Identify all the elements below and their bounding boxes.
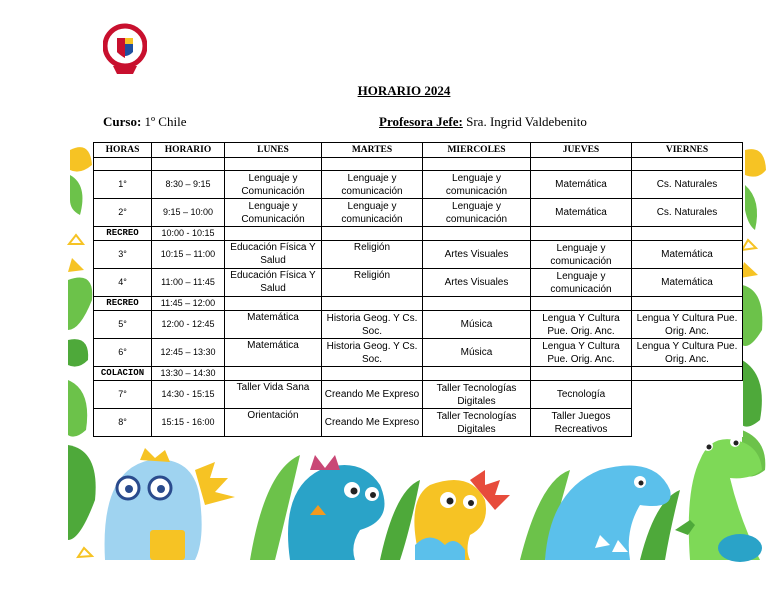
column-header: JUEVES xyxy=(531,143,632,158)
empty-cell xyxy=(632,381,743,409)
subject-cell: Matemática xyxy=(531,171,632,199)
time-cell: 10:00 - 10:15 xyxy=(152,227,225,241)
time-cell: 12:45 – 13:30 xyxy=(152,339,225,367)
subject-cell: Matemática xyxy=(531,199,632,227)
green-dinosaur-illustration xyxy=(675,437,762,562)
teal-dinosaur-illustration xyxy=(288,455,385,560)
subject-cell: Lenguaje y comunicación xyxy=(423,171,531,199)
hour-cell: 5° xyxy=(94,311,152,339)
column-header: MARTES xyxy=(322,143,423,158)
time-cell: 11:00 – 11:45 xyxy=(152,269,225,297)
time-cell: 9:15 – 10:00 xyxy=(152,199,225,227)
subject-cell: Educación Física Y Salud xyxy=(225,269,322,297)
subject-cell: Lenguaje y comunicación xyxy=(531,241,632,269)
hour-cell: 7° xyxy=(94,381,152,409)
hour-cell: 6° xyxy=(94,339,152,367)
subject-cell: Lengua Y Cultura Pue. Orig. Anc. xyxy=(632,339,743,367)
subject-cell: Música xyxy=(423,339,531,367)
table-row xyxy=(94,339,743,367)
table-row xyxy=(94,171,743,199)
time-cell: 13:30 – 14:30 xyxy=(152,367,225,381)
subject-cell: Educación Física Y Salud xyxy=(225,241,322,269)
table-row xyxy=(94,269,743,297)
subject-cell: Lenguaje y Comunicación xyxy=(225,171,322,199)
course-label: Curso: xyxy=(103,114,142,129)
column-header: HORAS xyxy=(94,143,152,158)
time-cell: 8:30 – 9:15 xyxy=(152,171,225,199)
subject-cell: Orientación xyxy=(225,409,322,437)
hour-cell: 1° xyxy=(94,171,152,199)
hour-cell: 2° xyxy=(94,199,152,227)
subject-cell: Matemática xyxy=(225,311,322,339)
table-row xyxy=(94,241,743,269)
page-title: HORARIO 2024 xyxy=(357,83,451,98)
subject-cell: Religión xyxy=(322,269,423,297)
subject-cell: Cs. Naturales xyxy=(632,171,743,199)
subject-cell: Matemática xyxy=(225,339,322,367)
subject-cell: Cs. Naturales xyxy=(632,199,743,227)
subject-cell: Lengua Y Cultura Pue. Orig. Anc. xyxy=(531,311,632,339)
column-header: MIERCOLES xyxy=(423,143,531,158)
hour-cell: 4° xyxy=(94,269,152,297)
subject-cell: Lengua Y Cultura Pue. Orig. Anc. xyxy=(531,339,632,367)
time-cell: 10:15 – 11:00 xyxy=(152,241,225,269)
subject-cell: Matemática xyxy=(632,241,743,269)
subject-cell: Taller Tecnologías Digitales xyxy=(423,381,531,409)
subject-cell: Lengua Y Cultura Pue. Orig. Anc. xyxy=(632,311,743,339)
time-cell: 14:30 - 15:15 xyxy=(152,381,225,409)
time-cell: 11:45 – 12:00 xyxy=(152,297,225,311)
table-row xyxy=(94,381,743,409)
teacher-info xyxy=(379,114,587,130)
subject-cell: Historia Geog. Y Cs. Soc. xyxy=(322,311,423,339)
time-cell: 12:00 - 12:45 xyxy=(152,311,225,339)
break-row xyxy=(94,227,743,241)
subject-cell: Historia Geog. Y Cs. Soc. xyxy=(322,339,423,367)
table-row xyxy=(94,311,743,339)
subject-cell: Creando Me Expreso xyxy=(322,381,423,409)
subject-cell: Religión xyxy=(322,241,423,269)
header-row xyxy=(94,143,743,158)
subject-cell: Tecnología xyxy=(531,381,632,409)
subject-cell: Matemática xyxy=(632,269,743,297)
column-header: LUNES xyxy=(225,143,322,158)
course-value: 1º Chile xyxy=(144,114,187,129)
break-label: RECREO xyxy=(94,297,152,311)
table-row xyxy=(94,199,743,227)
subject-cell: Creando Me Expreso xyxy=(322,409,423,437)
subject-cell: Lenguaje y comunicación xyxy=(322,171,423,199)
subject-cell: Música xyxy=(423,311,531,339)
subject-cell: Taller Vida Sana xyxy=(225,381,322,409)
subject-cell: Artes Visuales xyxy=(423,241,531,269)
subject-cell: Taller Juegos Recreativos xyxy=(531,409,632,437)
break-label: RECREO xyxy=(94,227,152,241)
empty-cell xyxy=(632,409,743,437)
yellow-dinosaur-illustration xyxy=(414,470,510,560)
subject-cell: Lenguaje y Comunicación xyxy=(225,199,322,227)
school-seal-logo xyxy=(103,22,147,80)
hour-cell: 8° xyxy=(94,409,152,437)
table-row xyxy=(94,409,743,437)
break-row xyxy=(94,367,743,381)
schedule-table xyxy=(93,142,743,437)
teacher-label: Profesora Jefe: xyxy=(379,114,463,129)
teacher-value: Sra. Ingrid Valdebenito xyxy=(466,114,587,129)
subject-cell: Artes Visuales xyxy=(423,269,531,297)
column-header: VIERNES xyxy=(632,143,743,158)
break-label: COLACION xyxy=(94,367,152,381)
subject-cell: Lenguaje y comunicación xyxy=(423,199,531,227)
blue-dinosaur-illustration xyxy=(105,448,235,560)
left-leaves-decoration xyxy=(68,147,96,557)
break-row xyxy=(94,297,743,311)
spacer-row xyxy=(94,158,743,171)
course-info xyxy=(103,114,186,130)
column-header: HORARIO xyxy=(152,143,225,158)
subject-cell: Lenguaje y comunicación xyxy=(322,199,423,227)
hour-cell: 3° xyxy=(94,241,152,269)
subject-cell: Taller Tecnologías Digitales xyxy=(423,409,531,437)
time-cell: 15:15 - 16:00 xyxy=(152,409,225,437)
subject-cell: Lenguaje y comunicación xyxy=(531,269,632,297)
right-leaves-decoration xyxy=(740,149,766,477)
